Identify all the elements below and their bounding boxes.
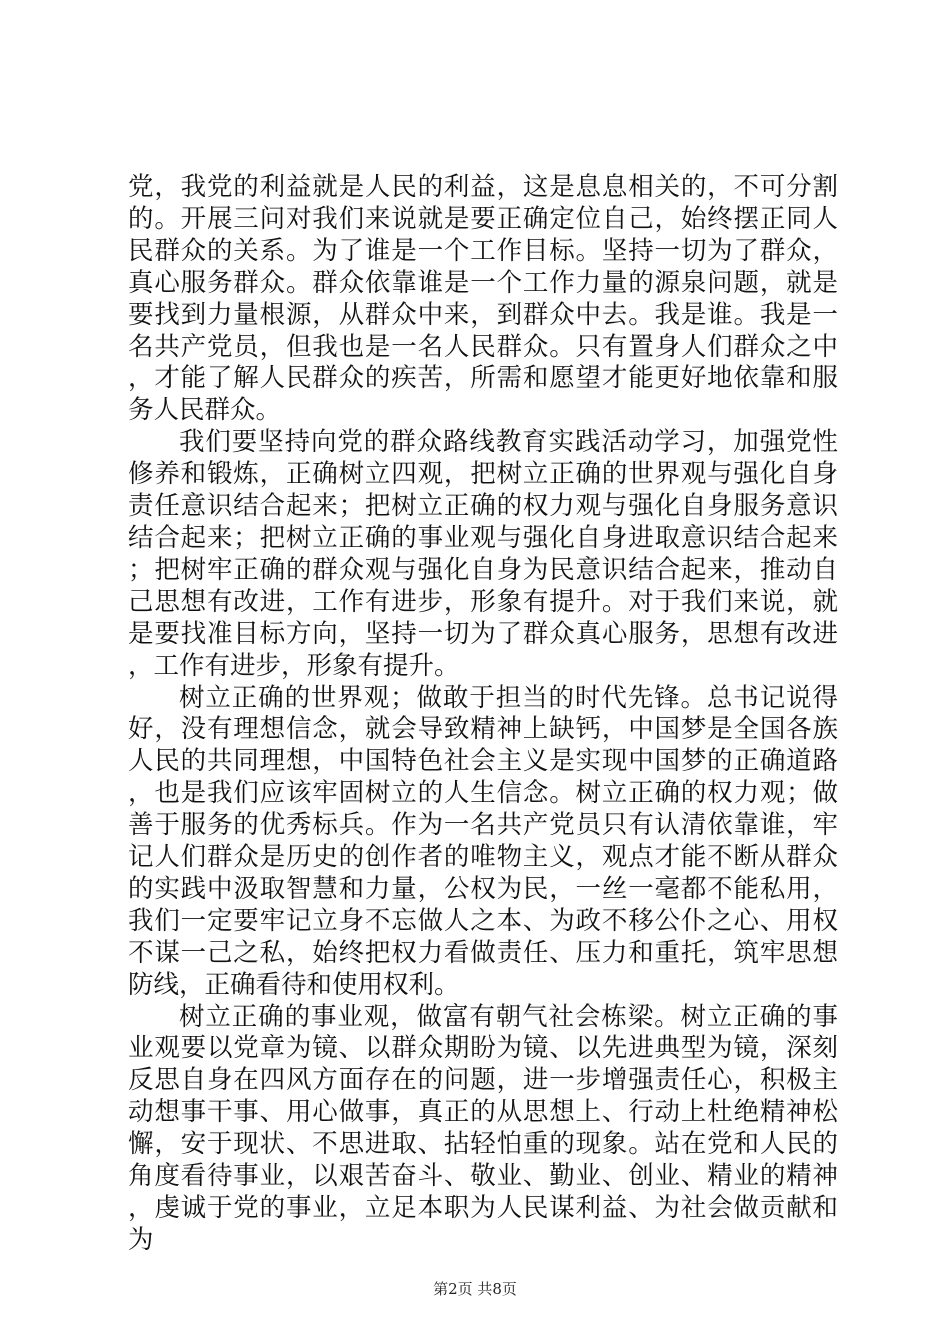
paragraph-2: 我们要坚持向党的群众路线教育实践活动学习，加强党性修养和锻炼，正确树立四观，把树立正确的世界观与强化自身责任意识结合起来；把树立正确的权力观与强化自身服务意识结合起来；把树立正确的事业观与强化自身进取意识结合起来；把树牢正确的群众观与强化自身为民意识结合起来，推动自己思想有改进，工作有进步，形象有提升。对于我们来说，就是要找准目标方向，坚持一切为了群众真心服务，思想有改进，工作有进步，形象有提升。 — [128, 427, 838, 681]
paragraph-3: 树立正确的世界观；做敢于担当的时代先锋。总书记说得好，没有理想信念，就会导致精神上缺钙，中国梦是全国各族人民的共同理想，中国特色社会主义是实现中国梦的正确道路，也是我们应该牢固树立的人生信念。树立正确的权力观；做善于服务的优秀标兵。作为一名共产党员只有认清依靠谁，牢记人们群众是历史的创作者的唯物主义，观点才能不断从群众的实践中汲取智慧和力量，公权为民，一丝一毫都不能私用，我们一定要牢记立身不忘做人之本、为政不移公仆之心、用权不谋一己之私，始终把权力看做责任、压力和重托，筑牢思想防线，正确看待和使用权利。 — [128, 682, 838, 1000]
page-footer — [0, 1278, 950, 1299]
paragraph-4: 树立正确的事业观，做富有朝气社会栋梁。树立正确的事业观要以党章为镜、以群众期盼为镜、以先进典型为镜，深刻反思自身在四风方面存在的问题，进一步增强责任心，积极主动想事干事、用心做事，真正的从思想上、行动上杜绝精神松懈，安于现状、不思进取、拈轻怕重的现象。站在党和人民的角度看待事业，以艰苦奋斗、敬业、勤业、创业、精业的精神，虔诚于党的事业，立足本职为人民谋利益、为社会做贡献和为 — [128, 1001, 838, 1255]
page-number-label: 第2页 共8页 — [433, 1280, 517, 1298]
paragraph-1: 党，我党的利益就是人民的利益，这是息息相关的，不可分割的。开展三问对我们来说就是要正确定位自己，始终摆正同人民群众的关系。为了谁是一个工作目标。坚持一切为了群众，真心服务群众。群众依靠谁是一个工作力量的源泉问题，就是要找到力量根源，从群众中来，到群众中去。我是谁。我是一名共产党员，但我也是一名人民群众。只有置身人们群众之中，才能了解人民群众的疾苦，所需和愿望才能更好地依靠和服务人民群众。 — [128, 172, 838, 426]
document-body — [128, 172, 838, 1257]
